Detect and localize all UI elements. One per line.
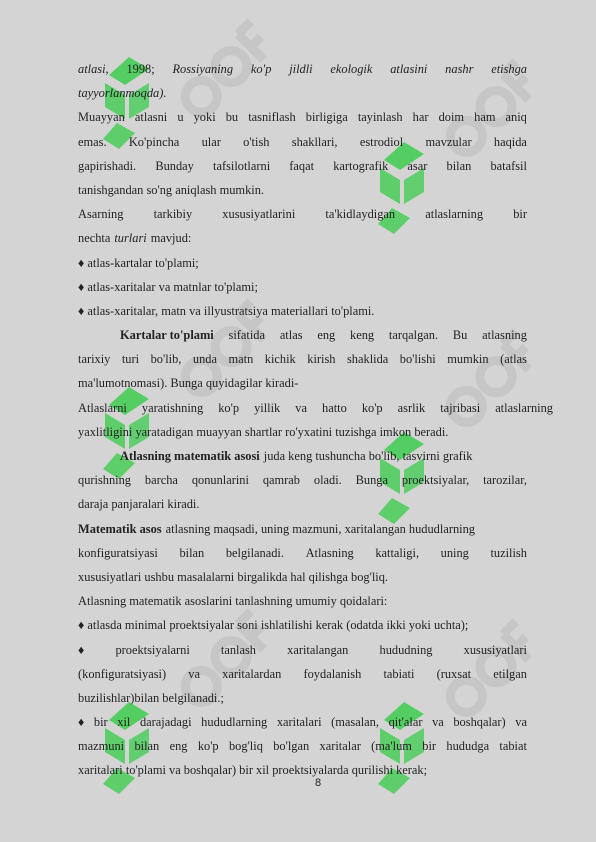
text-word: tayyorlanmoqda). (78, 86, 167, 101)
text-word: eng (317, 328, 336, 343)
text-word: Asarning (78, 207, 124, 222)
text-word: tanlash (220, 642, 257, 657)
text-word: Atlasning matematik asoslarini tanlashning umumiy qoidalari: (78, 594, 388, 609)
text-word: ham (474, 110, 496, 125)
text-word: Bu (452, 328, 468, 343)
text-word: (ruxsat (436, 666, 472, 681)
text-word: xaritalari (276, 715, 322, 730)
text-word: faqat (289, 158, 315, 173)
text-line (78, 565, 527, 589)
text-word: (ma'lum (371, 739, 412, 754)
text-word: oladi. (313, 473, 342, 488)
text-word: xaritalardan (222, 666, 282, 681)
text-word: shakllari, (291, 134, 338, 149)
text-line (78, 396, 553, 420)
text-word: ♦ (78, 642, 85, 657)
text-word: va (515, 715, 527, 730)
text-word: bilan (446, 158, 472, 173)
text-line (78, 371, 527, 395)
text-word: xususiyatlari ushbu masalalarni birgalikda hal qilishga bog'liq. (78, 569, 388, 584)
text-word: uning (440, 545, 469, 560)
text-word: darajadagi (139, 715, 192, 730)
text-word: sifatida (228, 328, 266, 343)
text-word: Atlaslarni (78, 400, 127, 415)
text-word: ekologik (330, 62, 373, 76)
text-word: tabiat (499, 739, 527, 754)
text-word: kartografik (333, 158, 389, 173)
text-word: tajribasi (440, 400, 481, 415)
text-word: proektsiyalar, (401, 473, 470, 488)
text-word: bilan (134, 739, 160, 754)
text-word: va (295, 400, 307, 415)
text-word: xaritalar (319, 739, 361, 754)
text-word: va (432, 715, 444, 730)
text-line (78, 202, 527, 226)
text-word: tayinlash (357, 110, 403, 125)
text-line (78, 251, 527, 275)
text-word: bir (513, 207, 527, 222)
text-word: yillik (254, 400, 281, 415)
text-word: Rossiyaning (172, 62, 234, 76)
text-word: hududning (379, 642, 433, 657)
text-word: bir (422, 739, 437, 754)
text-word: ko'p (250, 62, 272, 76)
text-word: yaxlitligini yaratadigan muayyan shartlar ro'yxatini tuzishga imkon beradi. (78, 424, 449, 439)
text-word: tafsilotlarni (213, 158, 271, 173)
text-word: doim (438, 110, 465, 125)
text-word: atlasi, (78, 62, 109, 76)
text-line (78, 420, 527, 444)
text-line (78, 468, 527, 492)
text-line (78, 154, 527, 178)
document-body (78, 57, 553, 783)
text-word: ko'p (361, 400, 383, 415)
text-word: buzilishlar)bilan belgilanadi.; (78, 690, 224, 705)
page-number: 8 (314, 777, 322, 789)
text-word: eng (169, 739, 188, 754)
text-word: hatto (322, 400, 347, 415)
text-line (78, 105, 527, 129)
text-line (78, 541, 527, 565)
text-word: bilan (179, 545, 205, 560)
text-word: xususiyatlarini (222, 207, 296, 222)
text-word: yoki (193, 110, 216, 125)
text-word: birligiga (305, 110, 348, 125)
text-word: konfiguratsiyasi (78, 545, 158, 560)
text-word: kattaligi, (375, 545, 420, 560)
text-word: belgilanadi. (225, 545, 284, 560)
text-word: tabiati (383, 666, 415, 681)
text-word: Muayyan (78, 110, 125, 125)
text-word: qamrab (262, 473, 300, 488)
text-word: etilgan (493, 666, 527, 681)
text-line (78, 517, 527, 541)
text-word: Atlasning (305, 545, 354, 560)
text-word: aniq (505, 110, 527, 125)
text-word: shaklida (346, 352, 389, 367)
text-word: Matematik asos (78, 521, 162, 536)
text-word: mavzular (425, 134, 472, 149)
text-word: o'tish (243, 134, 270, 149)
text-line (78, 347, 527, 371)
text-word: va (188, 666, 200, 681)
text-word: matn (228, 352, 254, 367)
text-word: bo'lib, (150, 352, 182, 367)
text-word: hududlarning (201, 715, 268, 730)
text-word: ♦ atlasda minimal proektsiyalar soni ishlatilishi kerak (odatda ikki yoki uchta); (78, 618, 469, 633)
text-word: tarixiy (78, 352, 111, 367)
text-word: qit'alar (388, 715, 423, 730)
text-line (78, 299, 527, 323)
text-word: ko'p (197, 739, 219, 754)
text-word: atlasini (390, 62, 428, 76)
text-word: batafsil (490, 158, 527, 173)
text-line (78, 275, 527, 299)
text-word: yaratishning (141, 400, 204, 415)
text-word: tasniflash (248, 110, 296, 125)
text-line (78, 638, 527, 662)
text-word: ular (201, 134, 221, 149)
text-word: tarozilar, (483, 473, 527, 488)
text-word: Bunga (355, 473, 389, 488)
text-line (78, 57, 527, 81)
text-word: asar (407, 158, 428, 173)
text-word: (konfiguratsiyasi) (78, 666, 167, 681)
text-word: tanishgandan so'ng aniqlash mumkin. (78, 182, 265, 197)
text-line (78, 323, 527, 347)
text-word: 1998; (126, 62, 155, 76)
text-word: mavjud: (150, 231, 192, 246)
text-word: (masalan, (331, 715, 379, 730)
text-word: gapirishadi. (78, 158, 137, 173)
text-word: atlaslarning (425, 207, 484, 222)
text-word: u (177, 110, 184, 125)
text-line (78, 226, 527, 250)
text-line (78, 492, 527, 516)
text-word: bo'lishi (399, 352, 436, 367)
text-word: keng (350, 328, 375, 343)
text-word: asrlik (397, 400, 426, 415)
text-word: Kartalar to'plami (120, 328, 214, 343)
text-word: emas. (78, 134, 107, 149)
text-line (78, 686, 527, 710)
text-word: juda keng tushuncha bo'lib, tasvirni grafik (263, 449, 473, 463)
text-word: ko'p (218, 400, 240, 415)
text-line (78, 178, 527, 202)
text-line (78, 444, 527, 468)
text-word: xaritalangan (287, 642, 349, 657)
text-word: bo'lgan (273, 739, 310, 754)
text-word: jildli (289, 62, 313, 76)
text-word: tarkibiy (153, 207, 193, 222)
text-word: (atlas (500, 352, 527, 367)
text-word: bir (93, 715, 108, 730)
text-word: nashr (445, 62, 474, 76)
text-word: proektsiyalarni (115, 642, 190, 657)
text-word: mazmuni (78, 739, 125, 754)
text-word: atlasning (482, 328, 527, 343)
text-line (78, 710, 527, 734)
text-word: Ko'pincha (128, 134, 180, 149)
text-word: qonunlarini (191, 473, 249, 488)
text-word: ta'kidlaydigan (325, 207, 396, 222)
text-line (78, 589, 527, 613)
text-word: ♦ atlas-kartalar to'plami; (78, 255, 199, 270)
text-word: tarqalgan. (388, 328, 439, 343)
text-word: ma'lumotnomasi). Bunga quyidagilar kiradi- (78, 376, 299, 391)
text-word: unda (192, 352, 217, 367)
text-word: atlasni (134, 110, 168, 125)
text-word: turi (121, 352, 140, 367)
text-word: estrodiol (359, 134, 404, 149)
text-word: daraja panjaralari kiradi. (78, 497, 200, 512)
text-word: xaritalari to'plami va boshqalar) bir xil proektsiyalarda qurilishi kerak; (78, 763, 428, 778)
text-word: bog'liq (228, 739, 263, 754)
text-line (78, 81, 527, 105)
text-word: kichik (264, 352, 296, 367)
text-word: hududga (446, 739, 490, 754)
text-word: ♦ atlas-xaritalar, matn va illyustratsiya materiallari to'plami. (78, 303, 375, 318)
text-word: atlasning maqsadi, uning mazmuni, xaritalangan hududlarning (165, 521, 475, 536)
text-line (78, 734, 527, 758)
text-word: haqida (493, 134, 527, 149)
text-word: etishga (491, 62, 527, 76)
text-line (78, 130, 527, 154)
text-word: nechta (78, 231, 111, 246)
text-word: barcha (144, 473, 178, 488)
text-word: foydalanish (303, 666, 362, 681)
text-word: Atlasning matematik asosi (120, 449, 260, 463)
text-word: ♦ (78, 715, 85, 730)
text-word: bu (225, 110, 239, 125)
text-word: ♦ atlas-xaritalar va matnlar to'plami; (78, 279, 258, 294)
text-word: turlari (114, 231, 147, 246)
text-word: har (412, 110, 429, 125)
text-word: xil (117, 715, 131, 730)
text-word: Bunday (155, 158, 194, 173)
text-line (78, 613, 527, 637)
text-word: qurishning (78, 473, 132, 488)
text-word: boshqalar) (453, 715, 506, 730)
text-word: kirish (307, 352, 336, 367)
text-word: tuzilish (490, 545, 527, 560)
text-word: atlas (279, 328, 303, 343)
text-word: atlaslarning (495, 400, 553, 415)
text-word: mumkin (447, 352, 489, 367)
text-line (78, 662, 527, 686)
text-word: xususiyatlari (463, 642, 527, 657)
